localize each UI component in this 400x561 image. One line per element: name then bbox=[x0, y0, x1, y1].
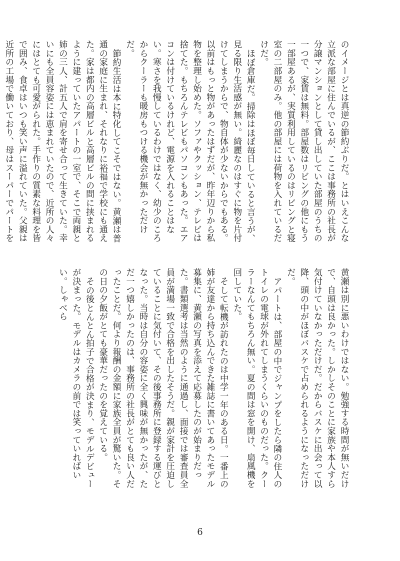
lower-text-block bbox=[58, 268, 350, 488]
paragraph: その後とんとん拍子で合格が決まり、モデルデビューが決まった。モデルはカメラの前では笑っていればいい。しゃべら bbox=[57, 268, 95, 488]
upper-text-block bbox=[3, 40, 350, 250]
paragraph: そして転機が訪れたのは中学一年のある日。一番上の姉が友達から持ち込んできた雑誌に書いてあったモデル募集に、黄瀬の写真を添えて応募したのが始まりだった。書類選考は当然のように通過し、面接では審査員全員が満場一致で合格を出したそうだ。親が家計を圧迫していることに気付いて、その後事務所に登録する運びとなった。当時は自分の容姿に全く興味が無かったが、ただ一つ嬉しかったのは、事務所の社長がとても良い人だったことだ。何より報酬の金額に家族全員が驚いた。その日の夕飯がとても豪華だったのを覚えている。 bbox=[97, 268, 229, 488]
paragraph: ほぼ倉庫だ。掃除はほぼ毎日していると言うが、見る限り生活感が無い。綺麗なのはすぐに物を片付けてしまうからで、物自体が少ないからでもある。以前はもっと物があったはずだが、昨年辺りから私物を整理し始めた。ソファやクッション、テレビは捨てた。もちろんテレビもパソコンもあった。エアコンは付けているけれど、電源を入れることはない。寒さを我慢しているわけではなく、幼少のころからクーラーも暖房もつける機会が無かっただけだ。 bbox=[124, 40, 256, 243]
paragraph: 節約生活は本に特化してこそではない。黄瀬は普通の家庭に生まれ、それなりに裕福で学校にも通えた。家は都内の高層ビルと高層ビルの間に挟まれるように建っていたアパートの一室で、そこで両親と姉の三人、計五人で肩を寄せ合って生きていた。幸いにも全員容姿には恵まれていたので、近所の人々にはとても可愛がられた。手作りの質素な料理を皆で囲み、食卓はいつも笑い声に溢れていた。父親は近所の工場で働いており、母はスーパーでパートを bbox=[3, 40, 122, 243]
paragraph: 黄瀬は別に悪いわけではない。勉強する時間が無いだけで、自頭は良かった。しかしそのことに家族や本人すら気付けていなかっただけだ。だからバスケに出会って以降、頭の中がほぼバスケで占められるようになっただけだ。 bbox=[285, 268, 349, 488]
paragraph: のイメージとは真逆の節約ぶりだ。とはいえこんな立派な部屋に住んでいるが、ここは事務所の社長が分譲マンションとして貸し出していた部屋のうちの一つで、家賃は無料。部屋数はリビングの他にもう一部屋あるが、実質利用しているのはリビングと寝室の二部屋のみ。他の部屋には荷物を入れているだけだ。 bbox=[258, 40, 349, 243]
paragraph: アパートは、部屋の中でジャンプをしたら隣の住人のトイレの電球が外れてしまうくらいのものだった。クーラーなんてもちろん無い。夏の間は窓を開け、扇風機を回していた。 bbox=[231, 268, 282, 488]
page-number: 6 bbox=[197, 528, 203, 538]
